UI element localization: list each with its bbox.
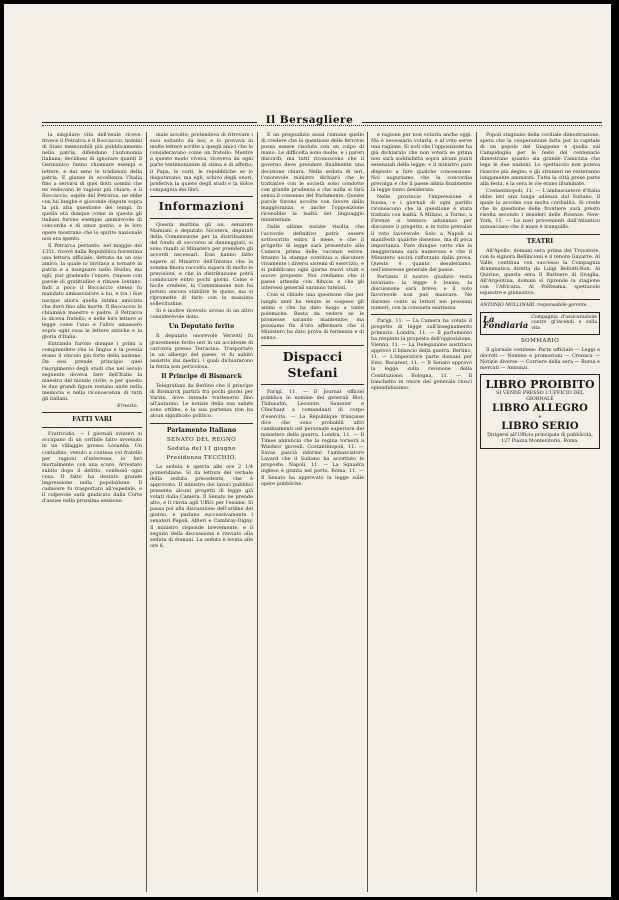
news-paragraph: Telegrafano da Berlino che il principe di Bismarck partirà fra pochi giorni per Varzin, dove intende trattenersi fino all'autunno. Le notizie della sua salute sono ottime, e la sua partenza non ha alcun significato politico. (150, 383, 253, 420)
article-paragraph: Entrambi furono dunque i primi a comprendere che la lingua e la poesia erano il vincolo più forte della nazione. Da essi prende principio quel risorgimento degli studi che nel secolo seguente doveva fare dell'Italia la maestra del mondo civile; e per questo le due grandi figure restano unite nella memoria e nella riconoscenza di tutti gli italiani. (42, 341, 142, 403)
article-paragraph: male accolto; pretendeva di ritrovare i suoi soltanto da noi; e lo provava in molte lettere scritte a quegli amici che lo consideravano come un fratello. Mentre a questo modo viveva, riceveva da ogni parte testimonianze di stima e di affetto; il Papa, le corti, le repubbliche se lo disputavano; ma egli, schivo degli onori, preferiva la quiete degli studi e la dolce compagnia dei libri. (150, 132, 253, 193)
senate-paragraph: La seduta è aperta alle ore 2 1/4 pomeridiane. Si da lettura del verbale della seduta precedente, che è approvato. Il ministro dei lavori pubblici presenta alcuni progetti di legge già votati dalla Camera. Il Senato ne prende atto, e li rinvia agli Uffici per l'esame. Si passa poi alla discussione dell'ordine del giorno, e parlano successivamente i senatori Pepoli, Alfieri e Cambray-Digny. Il ministro risponde brevemente, e il seguito della discussione è rinviato alla seduta di domani. La seduta è levata alle ore 6. (150, 463, 253, 549)
header-dotted-rule (42, 125, 602, 126)
column-4 (371, 132, 472, 892)
section-title-teatri: TEATRI (526, 237, 554, 245)
sommario-paragraph: Il giornale contiene: Parte ufficiale — Leggi e decreti — Nomine e promozioni — Cronaca — Notizie diverse — Corriere della sera — Borsa e mercati — Annunzi. (480, 346, 600, 371)
libro-proibito-sub: SI VENDE PRESSO L'UFFICIO DEL GIORNALE (496, 391, 584, 402)
header-rule-right (362, 122, 602, 123)
column-divider (257, 132, 258, 892)
teatri-paragraph: All'Apollo, domani sera prima del Trovatore, con la signora Bellincioni e il tenore Gayarre. Al Valle, continua con successo la Compagnia drammatica diretta da Luigi Bellotti-Bon. Al Quirino, questa sera Il Barbiere di Siviglia. All'Argentina, domani si riprende la stagione con l'Africana. Al Politeama, spettacolo equestre e ginnastico. (480, 247, 600, 297)
divider (371, 314, 472, 315)
column-divider (476, 132, 477, 892)
news-paragraph: Il deputato onorevole Verzotti fu gravemente ferito ieri in un accidente di carrozza presso Terracina. Trasportato in un albergo del paese, vi fu subito assistito dai medici, i quali dichiararono la ferita non pericolosa. (150, 333, 253, 370)
subheading-parlamento: Parlamento Italiano (166, 426, 237, 434)
article-paragraph: Pertanto il nostro giudizio resta invariato: la legge è buona, la discussione sarà breve, e il voto favorevole non può mancare. Ne daremo conto ai lettori nei prossimi numeri, con la consueta esattezza. (371, 274, 472, 311)
article-paragraph: Dalle ultime notizie risulta che l'accordo definitivo potrà essere sottoscritto entro il mese, e che il progetto di legge sarà presentato alla Camera prima delle vacanze estive. Intanto la stampa continua a discutere vivamente i diversi sistemi di esercizio, e si pubblicano ogni giorno nuovi studi e nuove proposte. Noi crediamo che il paese attenda con fiducia e che gli interessi generali saranno tutelati. (261, 224, 364, 292)
senate-heading: SENATO DEL REGNO (166, 436, 237, 443)
newspaper-page (4, 4, 614, 897)
column-2 (150, 132, 253, 892)
libro-proibito-title: LIBRO PROIBITO (485, 378, 595, 391)
column-divider (146, 132, 147, 892)
divider (150, 196, 253, 197)
section-title-dispacci: Dispacci Stefani (261, 345, 364, 385)
divider (150, 218, 253, 219)
column-divider (367, 132, 368, 892)
news-paragraph: Fratricidio. — I giornali svizzeri si occupano di un orribile fatto avvenuto in un villaggio presso Losanna. Un contadino, venuto a contesa col fratello per ragioni d'interesse, lo ferì mortalmente con una scure. Arrestato subito dopo il delitto, confessò ogni cosa. Il fatto ha destato grande impressione nella popolazione. Il cadavere fu trasportato all'ospedale, e il colpevole sarà giudicato dalla Corte d'assise nella prossima sessione. (42, 431, 142, 505)
article-paragraph: Costantinopoli, 11. — L'ambasciatore d'Italia ebbe ieri una lunga udienza dal Sultano, il quale lo accolse con molta cordialità. Si crede che la questione delle frontiere sarà presto risolta secondo i desideri delle Potenze. New-York, 11. — Le navi provenienti dall'Atlantico annunciano che il mare è tranquillo. (480, 187, 600, 231)
section-title-fatti-vari: FATTI VARI (72, 416, 112, 424)
session-date: Seduta del 11 giugno (167, 445, 236, 452)
divider (480, 234, 600, 235)
column-5 (480, 132, 600, 892)
fondiaria-ad (480, 312, 600, 335)
libro-allegro-title: LIBRO ALLEGRO (492, 403, 588, 414)
subheading-bismarck: Il Principe di Bismarck (161, 373, 242, 380)
divider (42, 412, 142, 413)
gerente-line: ANTONIO MOLLINARI, responsabile-gerente. (480, 303, 588, 309)
article-paragraph: la singolare vita dell'esule riceve. Invece il Petrarca e il Boccaccio, nomini di Stato memorabili più pubblicamente nella patria, difendono l'autonomia italiana; decidono di ignorare quanti il Germanico fanno chiamare esempi e lettere, e dal seno le tradizioni della patria. E giunse in eccellenza l'Italia fino a servirsi di quei dotti uomini che ne vedevano le ragioni più chiare; e il Boccaccio, ospite del Petrarca, ne ebbe con lui lunghe e gioconde dispute sopra la più alta questione dei tempi. In quella età dunque come in questa gli italiani furono esempio ammirevole di concordia e di amor patrio, e le loro opere mostrano che lo spirito nazionale non era spento. (42, 132, 142, 242)
divider (150, 423, 253, 424)
libro-serio-sub: Dirigersi all'Ufficio principale di pubblicità, 127 Piazza Montecitorio, Roma. (487, 433, 593, 444)
session-president: Presidenza TECCHIO. (166, 454, 237, 461)
info-paragraph: Questa mattina gli on. senatore Mamiani e deputato Nicotera, deputati della Commissione per la distribuzione del fondo di soccorso ai danneggiati, si sono riuniti al Ministero per prendere gli accordi necessari. Essi hanno fatto sapere al Ministro dell'Interno che la somma finora raccolta supera di molto le previsioni, e che la distribuzione potrà cominciare entro pochi giorni. Come è facile credere, la Commissione non ha potuto ancora stabilire le quote, ma si ripromette di farlo con la massima sollecitudine. (150, 221, 253, 308)
sommario-title: SOMMARIO (520, 337, 560, 344)
info-note: Si è inoltre ricevuto avviso di un altro considerevole dono. (150, 308, 253, 321)
header-rule-left (42, 122, 257, 123)
section-title-informazioni: Informazioni (158, 199, 245, 213)
subheading-deputato-ferito: Un Deputato ferito (168, 323, 235, 331)
article-paragraph: Popoli stagnano della cordiale dimostrazione, spera che la cooperazione fatta per la capitale di un popolo del Giappone e quella sul Campidoglio per le feste del centenario dimostrano quanto sia grande l'amicizia che lega le due nazioni. Lo spettacolo non poteva riuscire più degno, e gli stranieri ne resteranno lungamente ammirati. Tutta la città prese parte alla festa, e la sera le vie erano illuminate. (480, 132, 600, 187)
dispatch-paragraph: Parigi, 11. — Il Journal officiel pubblica le nomine dei generali Blot, Thibaudin, Lecointe, Saussier e Clinchant a comandanti di corpo d'esercito. — La République française dice che sono probabili altri cambiamenti nel personale superiore del ministero della guerra. Londra, 11. — Il Times annuncia che la regina tornerà a Windsor giovedì. Costantinopoli, 11. — Savas pascià informò l'ambasciatore Layard che il Sultano ha accettato le proposte. Napoli, 11. — La Squadra inglese è giunta nel porto. Roma, 11. — Il Senato ha approvato la legge sulle opere pubbliche. (261, 389, 364, 487)
binding-edge (611, 4, 614, 897)
fondiaria-desc: Compagnia d'assicurazione contro gl'incendi e sulla vita (531, 314, 597, 332)
article-paragraph: Nelle provincie l'impressione è buona, e i giornali di ogni partito riconoscono che la questione è stata trattata con lealtà. A Milano, a Torino, a Firenze si tennero adunanze per discutere il progetto, e in tutte prevalse il voto favorevole. Solo a Napoli si manifestò qualche dissenso, ma di poca importanza. Pare dunque certo che la maggioranza sarà numerosa e che il Ministero uscirà rafforzato dalla prova. Questo è quanto desideriamo, nell'interesse generale del paese. (371, 193, 472, 274)
column-3 (261, 132, 364, 892)
article-paragraph: Così si chiude una questione che per lunghi anni ha tenuto in sospeso gli animi e che ha dato luogo a tante polemiche. Resta da vedere se le promesse saranno mantenute; ma possiamo fin d'ora affermare che il Ministero ha dato prova di fermezza e di senno. (261, 292, 364, 342)
dispatch-paragraph: Parigi, 11. — La Camera ha votato il progetto di legge sull'insegnamento primario. Londra, 11. — Il parlamento ha respinto la proposta dell'opposizione. Vienna, 11. — La Delegazione austriaca approvò il bilancio della guerra. Berlino, 11. — L'imperatore parte domani per Ems. Bucarest, 11. — Il Senato approvò la legge sulla revisione della Costituzione. Bologna, 11. — Il banchetto in onore del generale riuscì splendidissimo. (371, 317, 472, 391)
masthead-title: Il Bersagliere (265, 114, 354, 126)
divider (480, 299, 600, 300)
fondiaria-name: La Fondiaria (483, 315, 529, 332)
article-paragraph: È un pregiudizio assai comune quello di credere che la questione delle ferrovie possa essere risoluta con un colpo di mano. Le difficoltà sono molte, e i pareri discordi; ma tutti riconoscono che il governo deve prendere finalmente una decisione chiara. Nella seduta di ieri, l'onorevole ministro dichiarò che le trattative con le società sono condotte con grande prudenza e che nulla si farà senza il consenso del Parlamento. Queste parole furono accolte con favore dalla maggioranza, e anche l'opposizione riconobbe la lealtà del linguaggio ministeriale. (261, 132, 364, 224)
divider (42, 427, 142, 428)
libro-ad-box (480, 374, 600, 449)
libro-conjunction: e (538, 415, 542, 420)
article-signature: Ernesto. (117, 403, 138, 410)
libro-serio-title: LIBRO SERIO (501, 421, 579, 432)
article-paragraph: Il Petrarca pertanto, nel maggio del 1351, ricevé dalla Repubblica fiorentina una lettera ufficiale, dettata da un suo amico, la quale lo invitava a tornare in patria e a insegnare nello Studio; ma egli, pur gradendo l'onore, rispose con parole di gratitudine e rimase lontano. Indi a poco il Boccaccio stesso fu mandato ambasciatore a lui, e tra i due nacque allora quella intima amicizia che durò fino alla morte. Il Boccaccio lo chiamava maestro e padre, il Petrarca lo diceva fratello; e nelle loro lettere si legge come l'uno e l'altro amassero sopra ogni cosa le lettere antiche e la gloria d'Italia. (42, 242, 142, 341)
column-1 (42, 132, 142, 892)
article-paragraph: e ragione per non votarla anche oggi. Ma è necessario votarla, e al voto serve una ragione. Si noti che l'opposizione ha già dichiarato che non voterà se prima non sarà soddisfatta sopra alcuni punti essenziali della legge; e il ministro pare disposto a fare qualche concessione. Noi auguriamo che la concordia prevalga e che il paese abbia finalmente la legge tanto desiderata. (371, 132, 472, 193)
